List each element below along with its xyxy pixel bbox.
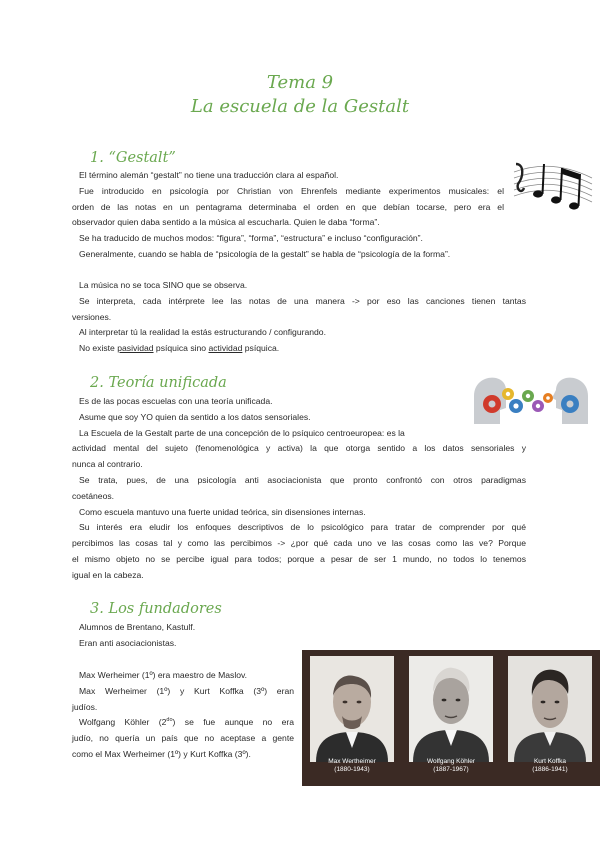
founder-caption: Max Wertheimer (1880-1943) <box>328 758 376 773</box>
paragraph: Su interés era eludir los enfoques descriptivos de lo psicológico para tratar de comprender por qué <box>79 522 526 533</box>
portrait-image <box>409 656 493 762</box>
section-3-text-b <box>72 668 294 763</box>
paragraph: percibimos las cosas tal y como las percibimos -> ¿por qué cada uno ve las cosas como las ve? Porque <box>72 538 526 549</box>
paragraph: Al interpretar tú la realidad la estás estructurando / configurando. <box>79 327 326 338</box>
paragraph: observador quien daba sentido a la música al escucharla. Quien le daba “forma”. <box>72 217 380 228</box>
paragraph: Eran anti asociacionistas. <box>79 637 177 648</box>
paragraph: Generalmente, cuando se habla de “psicología de la gestalt” se habla de “psicología de la forma”. <box>79 248 451 259</box>
portrait-image <box>310 656 394 762</box>
paragraph: Como escuela mantuvo una fuerte unidad teórica, sin disensiones internas. <box>79 506 366 517</box>
paragraph: La música no se toca SINO que se observa. <box>79 280 248 290</box>
paragraph: judíos. <box>72 701 98 712</box>
page-title-number: Tema 9 <box>266 72 334 93</box>
paragraph: nunca al contrario. <box>72 459 143 470</box>
page-title: La escuela de la Gestalt <box>190 96 410 117</box>
paragraph: Alumnos de Brentano, Kastulf. <box>79 622 196 632</box>
music-notes-icon <box>512 154 594 216</box>
founder-caption: Kurt Koffka (1886-1941) <box>532 758 568 773</box>
section-2-text <box>72 394 526 584</box>
paragraph: versiones. <box>72 311 112 322</box>
portrait-image <box>508 656 592 762</box>
section-heading-teoria: 2. Teoría unificada <box>90 375 227 391</box>
paragraph: como el Max Werheimer (1º) y Kurt Koffka (3º). <box>72 748 251 759</box>
paragraph: Se ha traducido de muchos modos: “figura”, “forma”, “estructura” e incluso “configuración”. <box>79 233 423 244</box>
paragraph: Max Werheimer (1º) era maestro de Maslov. <box>79 670 248 680</box>
paragraph: Wolfgang Köhler $(2^{do})$ se fue aunque no era <box>79 717 294 728</box>
section-heading-gestalt: 1. “Gestalt” <box>90 150 176 166</box>
paragraph: Se interpreta, cada intérprete lee las notas de una manera -> por eso las canciones tienen tantas <box>79 295 526 306</box>
paragraph: judío, no quería un país que no aceptase a gente <box>72 733 294 744</box>
paragraph: Es de las pocas escuelas con una teoría unificada. <box>79 396 273 406</box>
paragraph: Max Werheimer (1º) y Kurt Koffka (3º) eran <box>79 685 294 696</box>
paragraph: igual en la cabeza. <box>72 569 144 580</box>
paragraph: No existe pasividad psíquica sino actividad psíquica. <box>79 343 280 354</box>
paragraph: Fue introducido en psicología por Christian von Ehrenfels mediante experimentos musicales: el <box>79 185 504 196</box>
founder-photo <box>409 656 493 778</box>
paragraph: actividad mental del sujeto (fenomenológica y activa) la que otorga sentido a los datos sensoriales y <box>72 443 526 454</box>
underlined-word: pasividad <box>117 343 154 354</box>
paragraph: el mismo objeto no se percibe igual para todos; porque a pesar de ser 1 mundo, no todos lo tenemos <box>72 553 526 564</box>
paragraph: La Escuela de la Gestalt parte de una concepción de lo psíquico centroeuropea: es la <box>79 427 405 438</box>
underlined-word: actividad <box>208 343 243 354</box>
founder-caption: Wolfgang Köhler (1887-1967) <box>427 758 475 773</box>
paragraph: Asume que soy YO quien da sentido a los datos sensoriales. <box>79 411 311 422</box>
founder-photo <box>310 656 394 778</box>
section-1-text <box>72 168 504 263</box>
paragraph: El término alemán “gestalt” no tiene una traducción clara al español. <box>79 170 339 180</box>
founder-photo <box>508 656 592 778</box>
section-heading-fundadores: 3. Los fundadores <box>90 601 222 617</box>
paragraph: orden de las notas en un pentagrama determinaba el orden en que debían tocarse, pero era el <box>72 201 504 212</box>
founders-photo-strip <box>302 650 600 786</box>
paragraph: coetáneos. <box>72 490 115 501</box>
section-3-text <box>72 620 292 652</box>
paragraph: Se trata, pues, de una psicología anti asociacionista que pronto confrontó con otros paradigmas <box>79 474 526 485</box>
section-1-text-b <box>72 278 526 357</box>
